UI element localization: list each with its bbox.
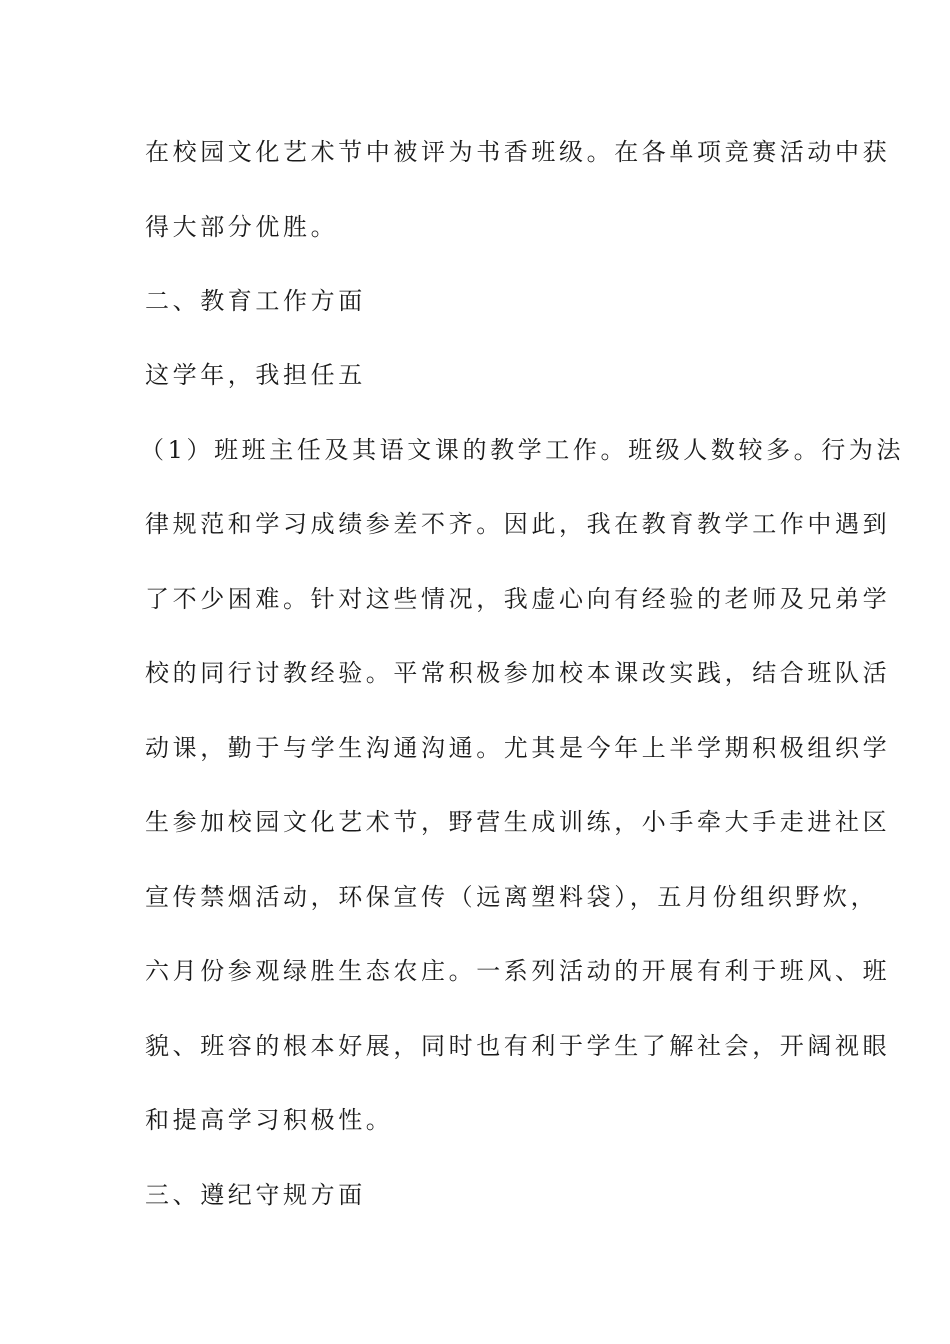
- text-line: 宣传禁烟活动，环保宣传（远离塑料袋），五月份组织野炊，: [145, 883, 879, 911]
- section-heading: 二、教育工作方面: [145, 287, 366, 315]
- text-line: 律规范和学习成绩参差不齐。因此，我在教育教学工作中遇到: [145, 510, 891, 538]
- section-heading: 三、遵纪守规方面: [145, 1181, 366, 1209]
- text-line: 生参加校园文化艺术节，野营生成训练，小手牵大手走进社区: [145, 808, 891, 836]
- text-line: 得大部分优胜。: [145, 213, 339, 241]
- text-line: 和提高学习积极性。: [145, 1106, 394, 1134]
- text-line: 在校园文化艺术节中被评为书香班级。在各单项竞赛活动中获: [145, 138, 891, 166]
- text-line: 了不少困难。针对这些情况，我虚心向有经验的老师及兄弟学: [145, 585, 891, 613]
- text-line: 这学年，我担任五: [145, 361, 366, 389]
- text-line: 六月份参观绿胜生态农庄。一系列活动的开展有利于班风、班: [145, 957, 891, 985]
- text-line: （1）班班主任及其语文课的教学工作。班级人数较多。行为法: [140, 436, 905, 464]
- text-line: 动课，勤于与学生沟通沟通。尤其是今年上半学期积极组织学: [145, 734, 891, 762]
- text-line: 校的同行讨教经验。平常积极参加校本课改实践，结合班队活: [145, 659, 891, 687]
- text-line: 貌、班容的根本好展，同时也有利于学生了解社会，开阔视眼: [145, 1032, 891, 1060]
